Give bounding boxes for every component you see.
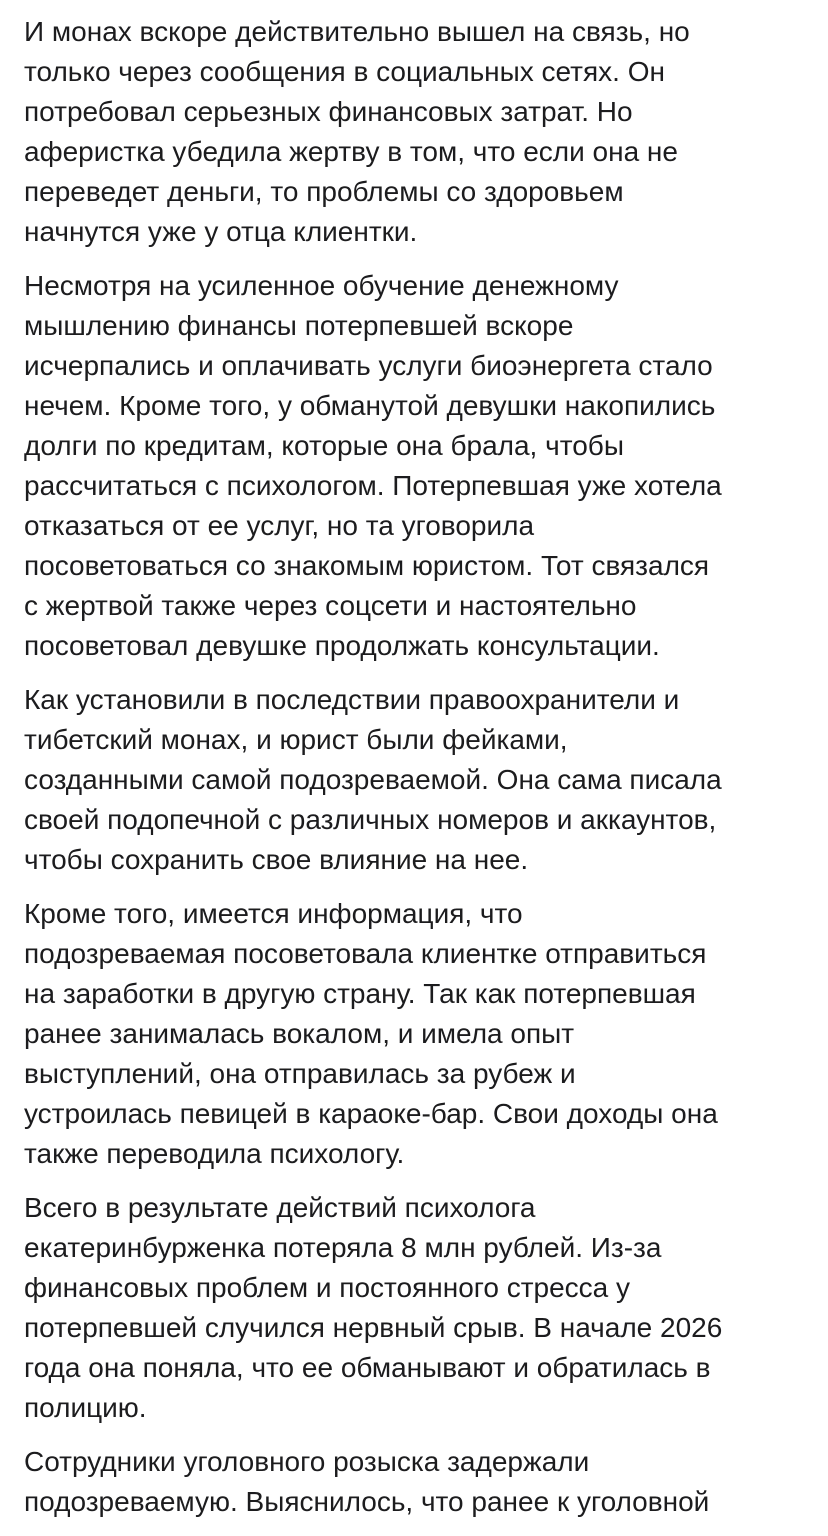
text-line: также переводила психологу. bbox=[24, 1138, 405, 1169]
text-line: ранее занималась вокалом, и имела опыт bbox=[24, 1018, 575, 1049]
text-line: устроилась певицей в караоке-бар. Свои доходы она bbox=[24, 1098, 718, 1129]
text-line: подозреваемая посоветовала клиентке отправиться bbox=[24, 938, 707, 969]
text-line: Сотрудники уголовного розыска задержали bbox=[24, 1446, 590, 1477]
text-line: с жертвой также через соцсети и настоятельно bbox=[24, 590, 637, 621]
text-line: нечем. Кроме того, у обманутой девушки накопились bbox=[24, 390, 716, 421]
text-line: отказаться от ее услуг, но та уговорила bbox=[24, 510, 535, 541]
text-line: И монах вскоре действительно вышел на связь, но bbox=[24, 16, 690, 47]
text-line: екатеринбурженка потеряла 8 млн рублей. Из-за bbox=[24, 1232, 662, 1263]
text-line: посоветоваться со знакомым юристом. Тот связался bbox=[24, 550, 710, 581]
text-line: Несмотря на усиленное обучение денежному bbox=[24, 270, 619, 301]
text-line: рассчитаться с психологом. Потерпевшая уже хотела bbox=[24, 470, 722, 501]
paragraph-detention bbox=[24, 1442, 804, 1522]
paragraph-abroad bbox=[24, 894, 804, 1174]
text-line: долги по кредитам, которые она брала, чтобы bbox=[24, 430, 624, 461]
text-line: потерпевшей случился нервный срыв. В начале 2026 bbox=[24, 1312, 723, 1343]
text-line: выступлений, она отправилась за рубеж и bbox=[24, 1058, 576, 1089]
text-line: посоветовал девушке продолжать консультации. bbox=[24, 630, 660, 661]
text-line: исчерпались и оплачивать услуги биоэнергета стало bbox=[24, 350, 713, 381]
text-line: Кроме того, имеется информация, что bbox=[24, 898, 523, 929]
text-line: года она поняла, что ее обманывают и обратилась в bbox=[24, 1352, 711, 1383]
text-line: подозреваемую. Выяснилось, что ранее к уголовной bbox=[24, 1486, 710, 1517]
text-line: созданными самой подозреваемой. Она сама писала bbox=[24, 764, 722, 795]
text-line: начнутся уже у отца клиентки. bbox=[24, 216, 418, 247]
text-line: аферистка убедила жертву в том, что если она не bbox=[24, 136, 678, 167]
text-line: Как установили в последствии правоохранители и bbox=[24, 684, 680, 715]
text-line: тибетский монах, и юрист были фейками, bbox=[24, 724, 568, 755]
paragraph-finances bbox=[24, 266, 804, 666]
paragraph-losses bbox=[24, 1188, 804, 1428]
text-line: потребовал серьезных финансовых затрат. Но bbox=[24, 96, 633, 127]
text-line: финансовых проблем и постоянного стресса у bbox=[24, 1272, 631, 1303]
paragraph-monk-contact bbox=[24, 12, 804, 252]
text-line: чтобы сохранить свое влияние на нее. bbox=[24, 844, 529, 875]
text-line: Всего в результате действий психолога bbox=[24, 1192, 536, 1223]
text-line: полицию. bbox=[24, 1392, 147, 1423]
text-line: своей подопечной с различных номеров и аккаунтов, bbox=[24, 804, 717, 835]
text-line: только через сообщения в социальных сетях. Он bbox=[24, 56, 665, 87]
paragraph-fakes bbox=[24, 680, 804, 880]
text-line: мышлению финансы потерпевшей вскоре bbox=[24, 310, 574, 341]
text-line: на заработки в другую страну. Так как потерпевшая bbox=[24, 978, 696, 1009]
article-body bbox=[24, 12, 804, 1536]
text-line: переведет деньги, то проблемы со здоровьем bbox=[24, 176, 624, 207]
